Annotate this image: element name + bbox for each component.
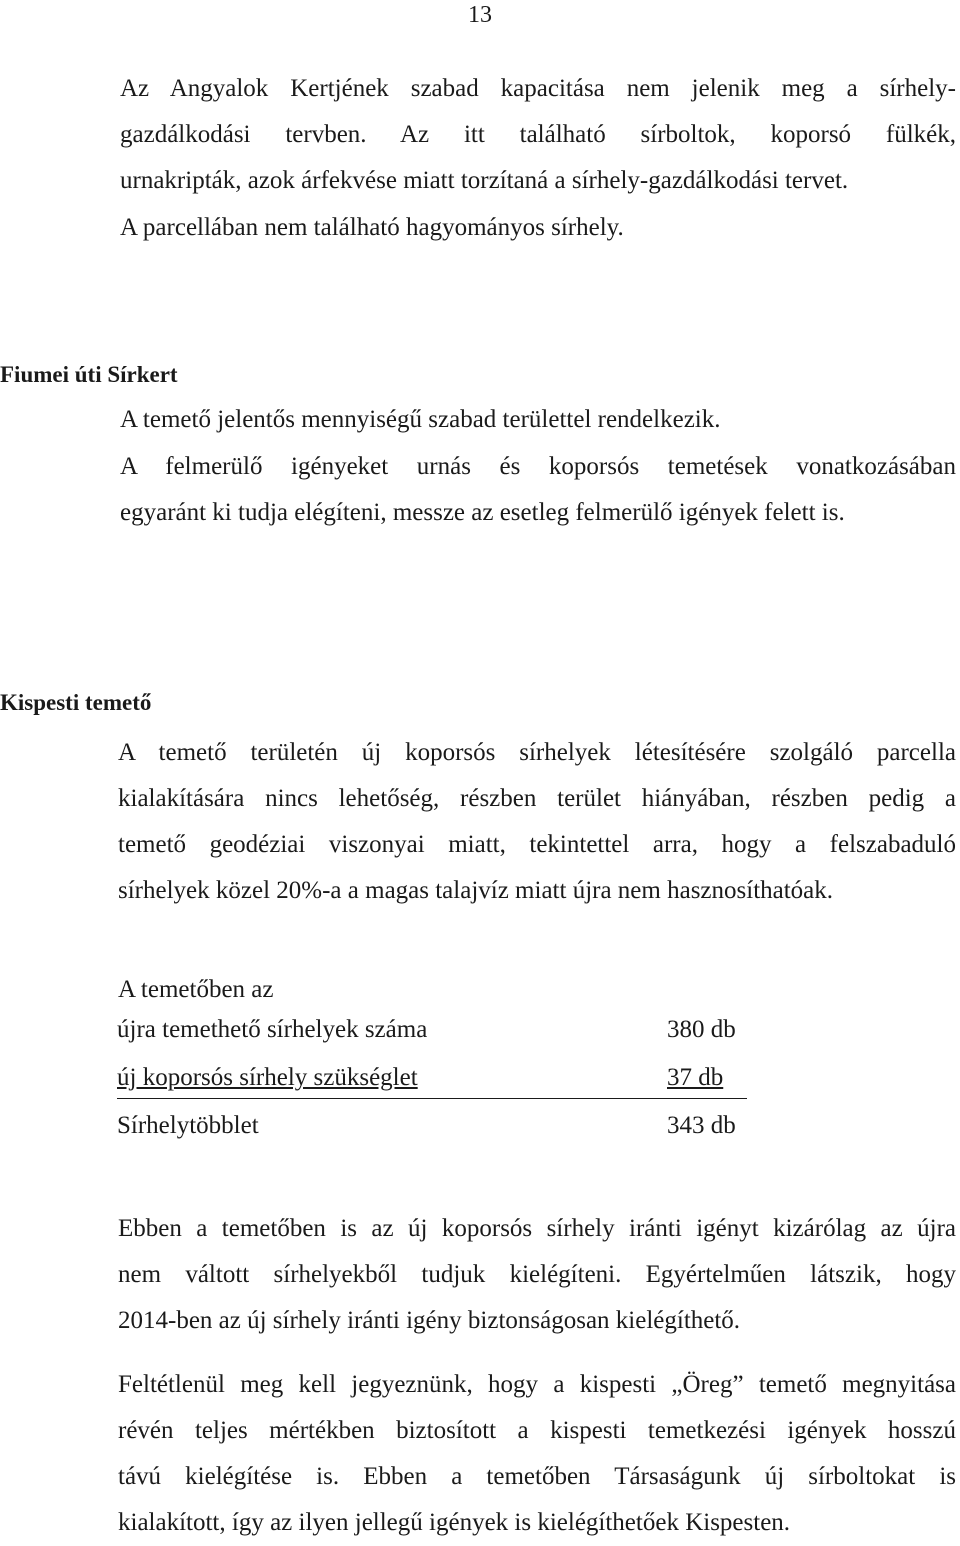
intro-paragraph <box>120 66 956 204</box>
stats-row <box>117 1016 757 1064</box>
intro-line: gazdálkodási tervben. Az itt található sírboltok, koporsó fülkék, <box>120 121 956 148</box>
stats-divider <box>117 1098 747 1099</box>
stats-row <box>117 1064 757 1112</box>
kispesti-paragraph <box>118 730 956 914</box>
fiumei-paragraph <box>120 444 956 536</box>
kispesti-line: temető geodéziai viszonyai miatt, tekintettel arra, hogy a felszabaduló <box>118 831 956 858</box>
stats-table <box>117 1016 757 1160</box>
fiumei-line: A temető jelentős mennyiségű szabad területtel rendelkezik. <box>120 406 721 433</box>
kispesti-line: Feltétlenül meg kell jegyeznünk, hogy a kispesti „Öreg” temető megnyitása <box>118 1371 956 1398</box>
stats-row <box>117 1112 757 1160</box>
stats-label: Sírhelytöbblet <box>117 1112 259 1139</box>
kispesti-line: nem váltott sírhelyekből tudjuk kielégíteni. Egyértelműen látszik, hogy <box>118 1261 956 1288</box>
intro-line: urnakripták, azok árfekvése miatt torzítaná a sírhely-gazdálkodási tervet. <box>120 167 849 194</box>
stats-intro: A temetőben az <box>118 976 274 1003</box>
section-heading-kispesti: Kispesti temető <box>0 690 152 715</box>
kispesti-line: 2014-ben az új sírhely iránti igény biztonságosan kielégíthető. <box>118 1307 741 1334</box>
intro-second-paragraph: A parcellában nem található hagyományos sírhely. <box>120 214 624 241</box>
section-heading-fiumei: Fiumei úti Sírkert <box>0 362 178 387</box>
kispesti-line: távú kielégítése is. Ebben a temetőben Társaságunk új sírboltokat is <box>118 1463 956 1490</box>
kispesti-line: Ebben a temetőben is az új koporsós sírhely iránti igényt kizárólag az újra <box>118 1215 956 1242</box>
stats-value: 380 db <box>667 1016 736 1043</box>
kispesti-paragraph-3 <box>118 1362 956 1546</box>
kispesti-line: kialakítására nincs lehetőség, részben terület hiányában, részben pedig a <box>118 785 956 812</box>
kispesti-line: A temető területén új koporsós sírhelyek létesítésére szolgáló parcella <box>118 739 956 766</box>
stats-label: új koporsós sírhely szükséglet <box>117 1064 418 1091</box>
stats-value: 37 db <box>667 1064 724 1091</box>
kispesti-paragraph-2 <box>118 1206 956 1344</box>
fiumei-line: A felmerülő igényeket urnás és koporsós temetések vonatkozásában <box>120 453 956 480</box>
fiumei-line: egyaránt ki tudja elégíteni, messze az esetleg felmerülő igények felett is. <box>120 499 845 526</box>
stats-value: 343 db <box>667 1112 736 1139</box>
stats-label: újra temethető sírhelyek száma <box>117 1016 428 1043</box>
kispesti-line: révén teljes mértékben biztosított a kispesti temetkezési igények hosszú <box>118 1417 956 1444</box>
page-number: 13 <box>468 2 492 28</box>
intro-line: Az Angyalok Kertjének szabad kapacitása nem jelenik meg a sírhely- <box>120 75 956 102</box>
kispesti-line: kialakított, így az ilyen jellegű igények is kielégíthetőek Kispesten. <box>118 1509 791 1536</box>
kispesti-line: sírhelyek közel 20%-a a magas talajvíz miatt újra nem hasznosíthatóak. <box>118 877 834 904</box>
